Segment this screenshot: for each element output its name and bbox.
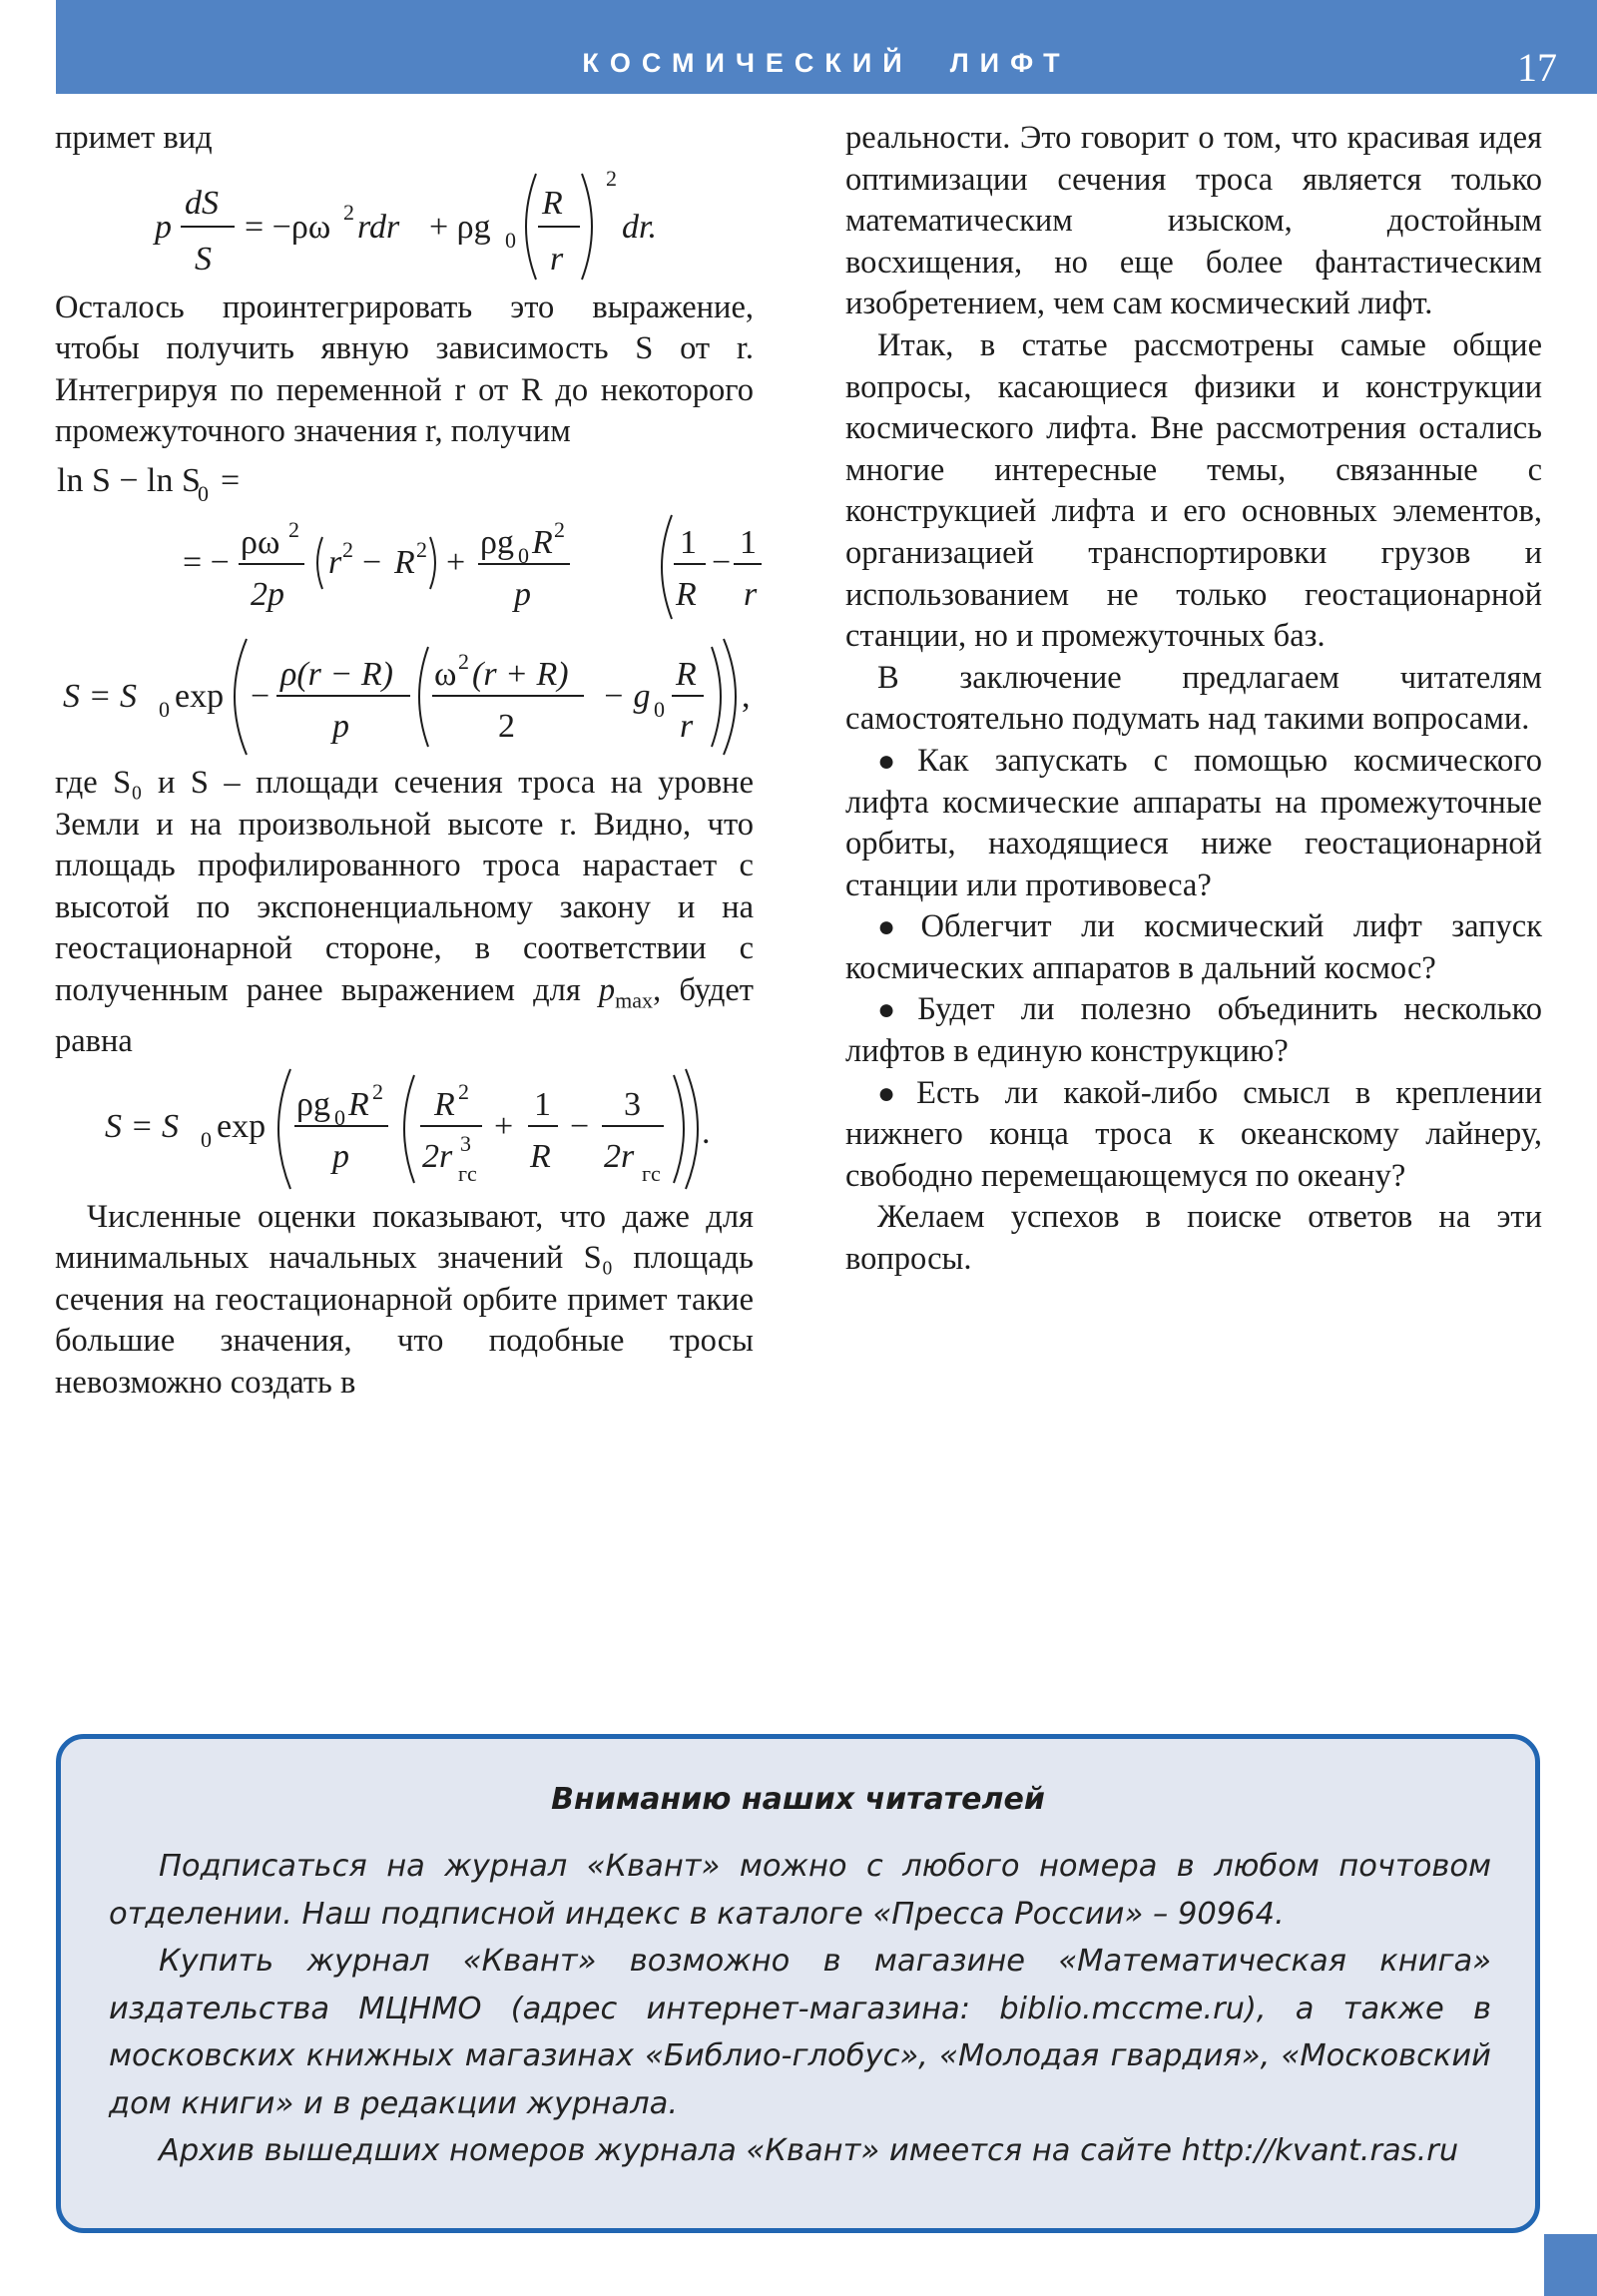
- paragraph: [55, 763, 754, 1063]
- formula-token: 2: [342, 536, 353, 562]
- formula-token: exp: [175, 677, 225, 715]
- formula-token: + ρg: [429, 208, 491, 246]
- formula-token: гс: [458, 1160, 477, 1186]
- formula-token: ln S − ln S: [57, 461, 201, 499]
- formula-token: R: [676, 655, 697, 693]
- formula-token: ρω: [241, 523, 280, 561]
- question-item: [845, 741, 1542, 906]
- question-text: Облегчит ли космический лифт запуск космических аппаратов в дальний космос?: [845, 908, 1543, 986]
- paragraph: В заключение предлагаем читателям самостоятельно подумать над такими вопросами.: [845, 659, 1542, 738]
- bullet-icon: ●: [877, 993, 914, 1027]
- formula-token: S: [195, 240, 212, 278]
- formula-token: ρg: [296, 1085, 330, 1123]
- paragraph: реальности. Это говорит о том, что красивая идея оптимизации сечения троса является только математическим изыском, достойным восхищения, но еще более фантастическим изобретением, чем сам космический лифт.: [845, 120, 1542, 322]
- formula-token: 2: [372, 1078, 383, 1104]
- formula-2: [55, 453, 758, 633]
- formula-token: −: [362, 543, 382, 581]
- question-item: [845, 989, 1542, 1072]
- formula-token: p: [514, 575, 531, 613]
- formula-token: = −ρω: [245, 208, 331, 246]
- formula-token: 1: [740, 523, 757, 561]
- formula-token: R: [434, 1085, 455, 1123]
- formula-token: 0: [518, 542, 529, 568]
- formula-token: 0: [201, 1126, 212, 1152]
- formula-token: p: [332, 707, 349, 745]
- formula-token: p: [332, 1137, 349, 1175]
- formula-token: R: [542, 184, 563, 222]
- formula-token: R: [530, 1137, 551, 1175]
- formula-token: R: [394, 543, 415, 581]
- notice-paragraph: Архив вышедших номеров журнала «Квант» имеется на сайте http://kvant.ras.ru: [159, 2133, 1459, 2168]
- running-title: КОСМИЧЕСКИЙ ЛИФТ: [582, 48, 1071, 78]
- formula-token: 0: [159, 696, 170, 722]
- formula-token: p: [155, 208, 172, 246]
- formula-token: 2: [416, 536, 427, 562]
- formula-token: 2: [288, 516, 299, 542]
- formula-3: [55, 633, 754, 763]
- formula-token: 1: [534, 1085, 551, 1123]
- p-max-sub: max: [615, 987, 654, 1013]
- formula-token: ,: [742, 677, 751, 715]
- formula-token: 3: [624, 1085, 641, 1123]
- bullet-icon: ●: [877, 1076, 913, 1110]
- formula-token: +: [494, 1107, 514, 1145]
- formula-token: −: [712, 543, 732, 581]
- page-number: 17: [1517, 45, 1557, 90]
- formula-token: 3: [460, 1130, 471, 1156]
- paragraph-text: где S₀ и S – площади сечения троса на уровне Земли и на произвольной высоте r. Видно, что площадь профилированного троса нарастает с высотой по экспоненциальному закону и на геостационарной стороне, в соответствии с полученным ранее выражением для: [55, 764, 754, 1008]
- left-column: [55, 118, 758, 1405]
- paragraph: примет вид: [55, 120, 213, 156]
- formula-token: 2r: [604, 1137, 635, 1175]
- bullet-icon: ●: [877, 910, 917, 944]
- paragraph-text-end: , будет равна: [55, 971, 754, 1060]
- formula-token: exp: [217, 1107, 266, 1145]
- formula-token: rdr: [357, 208, 400, 246]
- right-column: [845, 118, 1542, 1281]
- formula-1: [55, 160, 754, 287]
- paragraph: Осталось проинтегрировать это выражение, чтобы получить явную зависимость S от r. Интегрируя по переменной r от R до некоторого промежуточного значения r, получим: [55, 288, 754, 450]
- formula-token: r: [328, 543, 342, 581]
- formula-token: 2: [343, 199, 354, 225]
- formula-token: +: [446, 543, 466, 581]
- formula-token: S = S: [63, 677, 137, 715]
- question-text: Будет ли полезно объединить несколько лифтов в единую конструкцию?: [845, 991, 1542, 1070]
- formula-token: =: [221, 461, 241, 499]
- formula-token: 2: [458, 648, 469, 674]
- formula-token: r: [744, 575, 758, 613]
- formula-token: (r + R): [472, 655, 569, 693]
- formula-token: 0: [334, 1104, 345, 1130]
- paragraph: Итак, в статье рассмотрены самые общие вопросы, касающиеся физики и конструкции космического лифта. Вне рассмотрения остались многие интересные темы, связанные с конструкцией лифта и его основных элементов, организацией транспортировки грузов и использованием не только геостационарной станции, но и промежуточных баз.: [845, 326, 1542, 655]
- formula-token: 0: [505, 227, 516, 253]
- formula-token: ρg: [480, 523, 514, 561]
- formula-token: 1: [680, 523, 697, 561]
- notice-paragraph: Купить журнал «Квант» возможно в магазине «Математическая книга» издательства МЦНМО (адрес интернет-магазина: biblio.mccme.ru), а также в московских книжных магазинах «Библио-глобус», «Молодая гвардия», «Московский дом книги» и в редакции журнала.: [109, 1944, 1491, 2121]
- formula-token: ω: [434, 655, 457, 693]
- formula-token: .: [702, 1113, 711, 1151]
- formula-token: dr.: [622, 208, 657, 246]
- question-item: [845, 906, 1542, 989]
- notice-body: [109, 1843, 1491, 2175]
- question-text: Есть ли какой-либо смысл в креплении нижнего конца троса к океанскому лайнеру, свободно перемещающемуся по океану?: [845, 1074, 1542, 1194]
- paragraph: Желаем успехов в поиске ответов на эти вопросы.: [845, 1199, 1542, 1278]
- bullet-icon: ●: [877, 744, 914, 778]
- formula-token: −: [570, 1107, 590, 1145]
- formula-token: 2: [498, 707, 515, 745]
- formula-token: dS: [185, 184, 219, 222]
- formula-token: r: [680, 707, 694, 745]
- formula-token: R: [676, 575, 697, 613]
- notice-paragraph: Подписаться на журнал «Квант» можно с любого номера в любом почтовом отделении. Наш подписной индекс в каталоге «Пресса России» – 90964.: [109, 1849, 1491, 1932]
- formula-token: 0: [654, 696, 665, 722]
- paragraph: Численные оценки показывают, что даже для минимальных начальных значений S₀ площадь сечения на геостационарной орбите примет такие большие значения, что подобные тросы невозможно создать в: [55, 1198, 754, 1401]
- formula-token: R: [532, 523, 553, 561]
- question-item: [845, 1073, 1542, 1198]
- formula-4: [55, 1063, 754, 1197]
- formula-token: = −: [183, 543, 230, 581]
- header-bar: [56, 0, 1597, 94]
- notice-title: Вниманию наших читателей: [551, 1782, 1045, 1817]
- formula-token: −: [251, 677, 270, 715]
- formula-token: − g: [602, 677, 651, 715]
- formula-token: r: [550, 240, 564, 278]
- formula-token: 2: [606, 165, 617, 191]
- formula-token: ρ(r − R): [280, 655, 393, 693]
- formula-token: 2: [554, 516, 565, 542]
- question-text: Как запускать с помощью космического лифта космические аппараты на промежуточные орбиты, находящиеся ниже геостационарной станции или противовеса?: [845, 742, 1542, 903]
- formula-token: 0: [198, 480, 209, 506]
- reader-notice-box: [56, 1734, 1540, 2233]
- p-max-var: p: [598, 971, 616, 1008]
- formula-token: S = S: [105, 1107, 179, 1145]
- formula-token: 2: [458, 1078, 469, 1104]
- formula-token: 2r: [422, 1137, 453, 1175]
- corner-decoration: [1544, 2234, 1597, 2296]
- formula-token: R: [348, 1085, 369, 1123]
- formula-token: 2p: [251, 575, 284, 613]
- formula-token: гс: [642, 1160, 661, 1186]
